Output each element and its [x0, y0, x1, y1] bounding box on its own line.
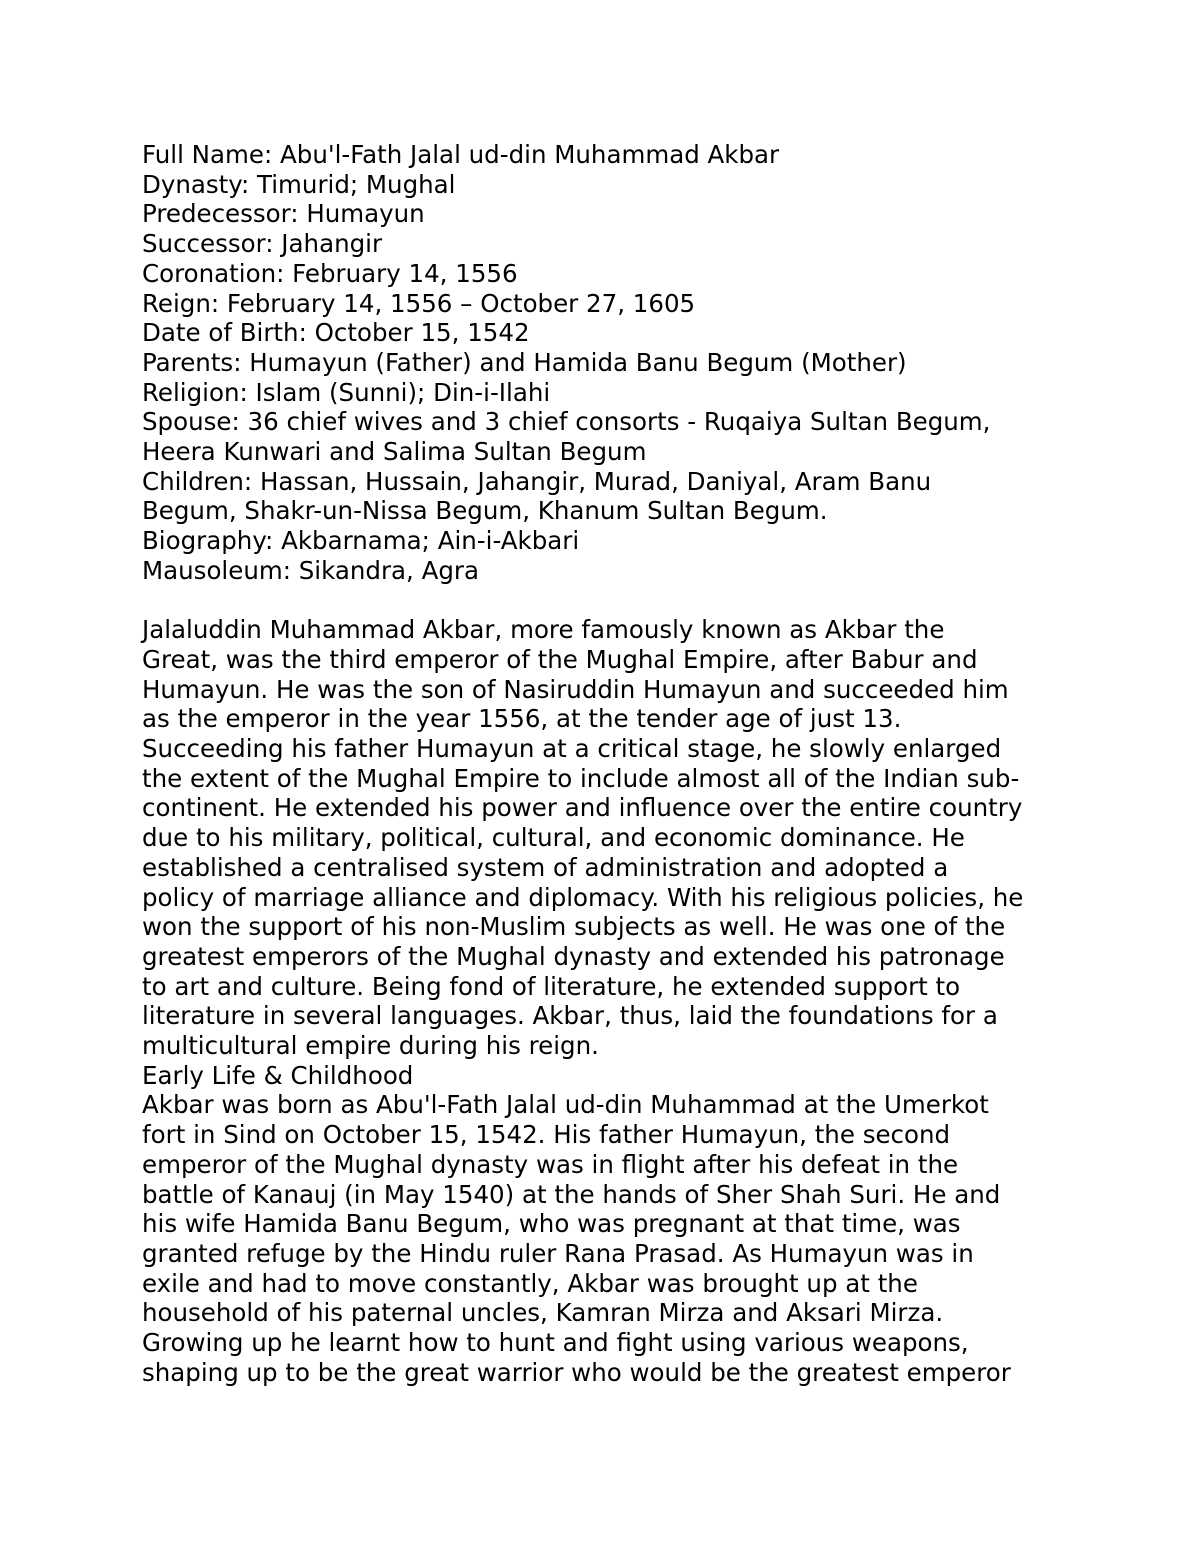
section-heading: Early Life & Childhood	[142, 1060, 414, 1090]
paragraph-line: multicultural empire during his reign.	[142, 1031, 599, 1061]
paragraph-line: established a centralised system of administration and adopted a	[142, 852, 949, 882]
info-mausoleum: Mausoleum: Sikandra, Agra	[142, 555, 480, 585]
paragraph-line: Akbar was born as Abu'l-Fath Jalal ud-din Muhammad at the Umerkot	[142, 1090, 989, 1120]
paragraph-line: shaping up to be the great warrior who would be the greatest emperor	[142, 1357, 1011, 1387]
paragraph-line: literature in several languages. Akbar, thus, laid the foundations for a	[142, 1001, 998, 1031]
info-dynasty: Dynasty: Timurid; Mughal	[142, 169, 456, 199]
info-full-name: Full Name: Abu'l-Fath Jalal ud-din Muhammad Akbar	[142, 140, 780, 169]
info-spouse: Spouse: 36 chief wives and 3 chief consorts - Ruqaiya Sultan Begum,	[142, 407, 991, 437]
paragraph-line: granted refuge by the Hindu ruler Rana Prasad. As Humayun was in	[142, 1239, 974, 1268]
paragraph-line: his wife Hamida Banu Begum, who was pregnant at that time, was	[142, 1209, 961, 1239]
paragraph-line: to art and culture. Being fond of literature, he extended support to	[142, 971, 961, 1001]
info-coronation: Coronation: February 14, 1556	[142, 258, 518, 288]
paragraph-line: Jalaluddin Muhammad Akbar, more famously known as Akbar the	[142, 615, 945, 645]
paragraph-line: emperor of the Mughal dynasty was in flight after his defeat in the	[142, 1149, 959, 1179]
document-body	[142, 140, 1072, 1388]
paragraph-line: due to his military, political, cultural, and economic dominance. He	[142, 823, 965, 853]
info-reign: Reign: February 14, 1556 – October 27, 1605	[142, 288, 696, 318]
paragraph-line: fort in Sind on October 15, 1542. His father Humayun, the second	[142, 1120, 951, 1150]
paragraph-line: won the support of his non-Muslim subjects as well. He was one of the	[142, 912, 1006, 942]
info-successor: Successor: Jahangir	[142, 229, 383, 259]
info-children: Children: Hassan, Hussain, Jahangir, Murad, Daniyal, Aram Banu	[142, 466, 932, 496]
info-religion: Religion: Islam (Sunni); Din-i-Ilahi	[142, 377, 551, 407]
info-predecessor: Predecessor: Humayun	[142, 199, 425, 229]
info-parents: Parents: Humayun (Father) and Hamida Banu Begum (Mother)	[142, 347, 907, 377]
paragraph-line: household of his paternal uncles, Kamran Mirza and Aksari Mirza.	[142, 1298, 944, 1328]
paragraph-line: Humayun. He was the son of Nasiruddin Humayun and succeeded him	[142, 674, 1009, 704]
early-life-paragraph	[142, 1090, 1072, 1387]
blank-line	[142, 586, 1072, 616]
paragraph-line: the extent of the Mughal Empire to include almost all of the Indian sub-	[142, 763, 1020, 793]
paragraph-line: Succeeding his father Humayun at a critical stage, he slowly enlarged	[142, 734, 1002, 764]
info-spouse-continued: Heera Kunwari and Salima Sultan Begum	[142, 437, 647, 467]
paragraph-line: Great, was the third emperor of the Mughal Empire, after Babur and	[142, 644, 978, 674]
paragraph-line: greatest emperors of the Mughal dynasty and extended his patronage	[142, 941, 1005, 971]
paragraph-line: continent. He extended his power and influence over the entire country	[142, 793, 1023, 823]
paragraph-line: policy of marriage alliance and diplomacy. With his religious policies, he	[142, 882, 1024, 912]
info-children-continued: Begum, Shakr-un-Nissa Begum, Khanum Sultan Begum.	[142, 496, 828, 526]
info-block	[142, 140, 1072, 586]
paragraph-line: Growing up he learnt how to hunt and fight using various weapons,	[142, 1328, 969, 1358]
paragraph-line: exile and had to move constantly, Akbar was brought up at the	[142, 1268, 918, 1298]
info-biography: Biography: Akbarnama; Ain-i-Akbari	[142, 526, 580, 556]
info-date-of-birth: Date of Birth: October 15, 1542	[142, 318, 530, 348]
paragraph-line: as the emperor in the year 1556, at the tender age of just 13.	[142, 704, 902, 734]
paragraph-line: battle of Kanauj (in May 1540) at the hands of Sher Shah Suri. He and	[142, 1179, 1001, 1209]
intro-paragraph	[142, 615, 1072, 1061]
